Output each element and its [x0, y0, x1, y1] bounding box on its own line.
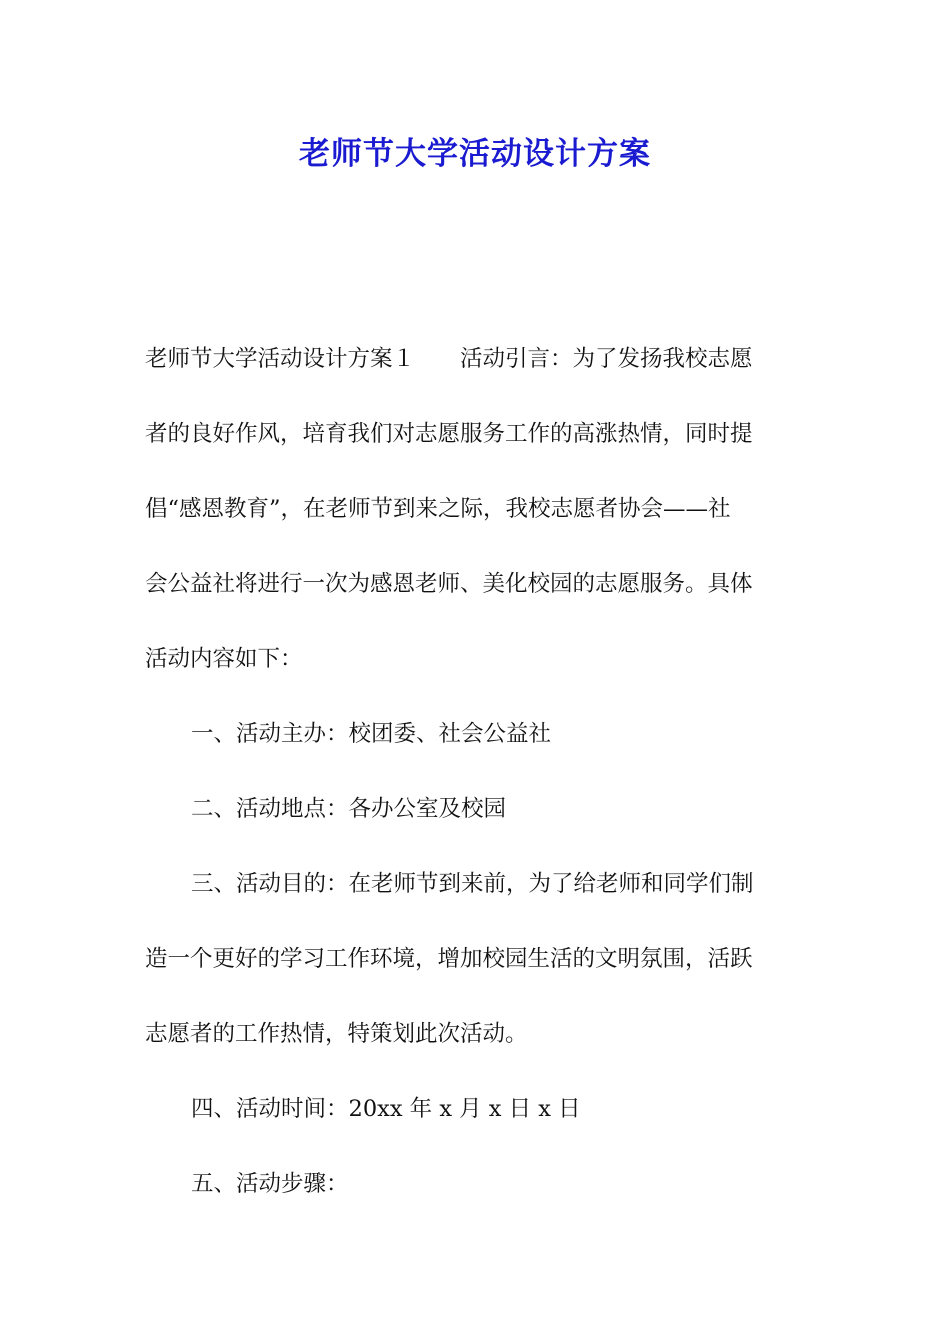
intro-line: 者的良好作风，培育我们对志愿服务工作的高涨热情，同时提	[145, 421, 753, 447]
document-title: 老师节大学活动设计方案	[299, 136, 651, 172]
item-organizer-text: 一、活动主办：校团委、社会公益社	[191, 721, 552, 747]
intro-line: 老师节大学活动设计方案１ 活动引言：为了发扬我校志愿	[145, 346, 753, 372]
intro-line: 会公益社将进行一次为感恩老师、美化校园的志愿服务。具体	[145, 571, 753, 597]
intro-line: 活动内容如下：	[145, 646, 303, 672]
item-purpose-line: 三、活动目的：在老师节到来前，为了给老师和同学们制	[191, 871, 754, 897]
item-time	[145, 1072, 807, 1147]
intro-line: 倡“感恩教育”，在老师节到来之际，我校志愿者协会——社	[145, 496, 731, 522]
item-purpose-line: 志愿者的工作热情，特策划此次活动。	[145, 1021, 528, 1047]
document-body	[145, 322, 807, 1222]
item-steps	[145, 1147, 807, 1222]
item-purpose	[145, 847, 807, 1072]
item-location	[145, 772, 807, 847]
item-organizer	[145, 697, 807, 772]
item-location-text: 二、活动地点：各办公室及校园	[191, 796, 507, 822]
intro-paragraph	[145, 322, 807, 697]
item-time-text: 四、活动时间：20xx 年 x 月 x 日 x 日	[191, 1096, 581, 1122]
item-purpose-line: 造一个更好的学习工作环境，增加校园生活的文明氛围，活跃	[145, 946, 753, 972]
item-steps-text: 五、活动步骤：	[191, 1171, 349, 1197]
